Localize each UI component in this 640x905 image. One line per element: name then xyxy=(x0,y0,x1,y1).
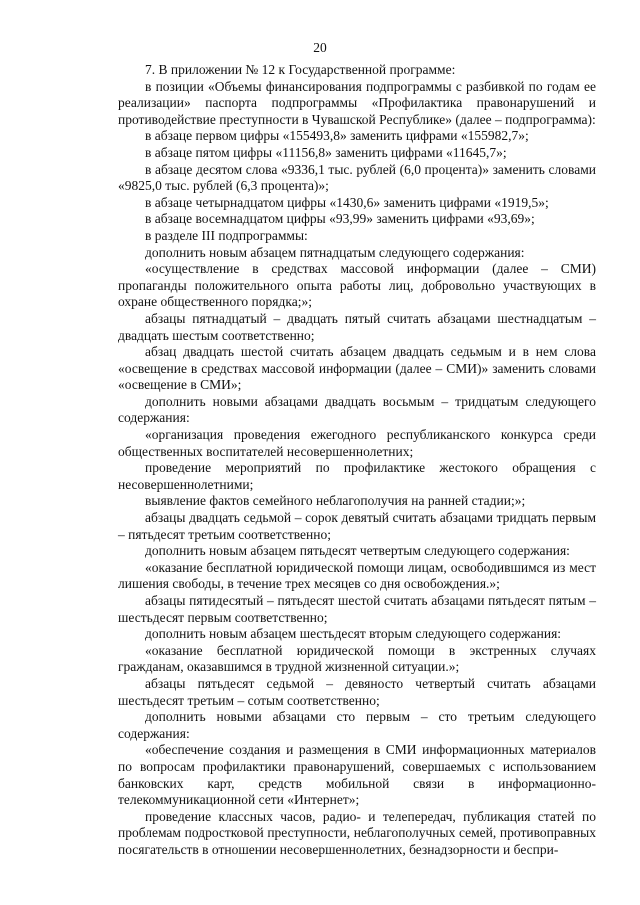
paragraph: дополнить новым абзацем пятнадцатым следующего содержания: xyxy=(145,244,525,260)
paragraph: дополнить новыми абзацами двадцать восьмым – тридцатым следующего содержания: xyxy=(118,393,596,426)
paragraph: дополнить новым абзацем шестьдесят вторым следующего содержания: xyxy=(145,626,562,642)
paragraph: проведение мероприятий по профилактике жестокого обращения с несовершеннолетними; xyxy=(118,460,596,492)
paragraph: «обеспечение создания и размещения в СМИ информационных материалов по вопросам профилактики правонарушений, совершаемых с использованием банковских карт, средств мобильной связи в информационно-телекоммуникационной сети «Интернет»; xyxy=(118,742,596,808)
paragraph: дополнить новым абзацем пятьдесят четвертым следующего содержания: xyxy=(145,543,570,559)
paragraph: в позиции «Объемы финансирования подпрограммы с разбивкой по годам ее реализации» паспорта подпрограммы «Профилактика правонарушений и противодействие преступности в Чувашской Республике» (далее – подпрограмма): xyxy=(118,78,596,127)
paragraph: абзацы пятьдесят седьмой – девяносто четвертый считать абзацами шестьдесят третьим – сотым соответственно; xyxy=(118,675,596,708)
paragraph: проведение классных часов, радио- и телепередач, публикация статей по проблемам подростковой преступности, неблагополучных семей, противоправных посягательств в отношении несовершеннолетних, безнадзорности и беспри- xyxy=(118,808,596,857)
paragraph: в абзаце четырнадцатом цифры «1430,6» заменить цифрами «1919,5»; xyxy=(145,194,549,210)
paragraph: абзацы пятнадцатый – двадцать пятый считать абзацами шестнадцатым – двадцать шестым соответственно; xyxy=(118,310,596,343)
paragraph: 7. В приложении № 12 к Государственной программе: xyxy=(145,62,456,77)
paragraph: дополнить новыми абзацами сто первым – сто третьим следующего содержания: xyxy=(118,709,596,741)
paragraph: «организация проведения ежегодного республиканского конкурса среди общественных воспитателей несовершеннолетних; xyxy=(118,427,596,459)
paragraph: выявление фактов семейного неблагополучия на ранней стадии;»; xyxy=(145,493,526,509)
paragraph: абзацы пятидесятый – пятьдесят шестой считать абзацами пятьдесят пятым – шестьдесят первым соответственно; xyxy=(118,593,596,625)
paragraph: «осуществление в средствах массовой информации (далее – СМИ) пропаганды положительного опыта работы лиц, добровольно участвующих в охране общественного порядка;»; xyxy=(118,261,596,310)
paragraph: в абзаце восемнадцатом цифры «93,99» заменить цифрами «93,69»; xyxy=(145,211,535,227)
paragraph: в абзаце десятом слова «9336,1 тыс. рублей (6,0 процента)» заменить словами «9825,0 тыс. рублей (6,3 процента)»; xyxy=(118,161,596,194)
paragraph: «оказание бесплатной юридической помощи лицам, освободившимся из мест лишения свободы, в течение трех месяцев со дня освобождения.»; xyxy=(118,559,596,592)
paragraph: в абзаце пятом цифры «11156,8» заменить цифрами «11645,7»; xyxy=(145,144,507,160)
paragraph: абзацы двадцать седьмой – сорок девятый считать абзацами тридцать первым – пятьдесят третьим соответственно; xyxy=(118,510,596,542)
paragraph: в разделе III подпрограммы: xyxy=(145,227,308,243)
paragraph: абзац двадцать шестой считать абзацем двадцать седьмым и в нем слова «освещение в средствах массовой информации (далее – СМИ)» заменить словами «освещение в СМИ»; xyxy=(118,344,596,393)
document-body xyxy=(118,62,596,859)
paragraph: в абзаце первом цифры «155493,8» заменить цифрами «155982,7»; xyxy=(145,128,529,144)
page-number: 20 xyxy=(313,40,327,55)
paragraph: «оказание бесплатной юридической помощи в экстренных случаях гражданам, оказавшимся в трудной жизненной ситуации.»; xyxy=(118,642,596,675)
